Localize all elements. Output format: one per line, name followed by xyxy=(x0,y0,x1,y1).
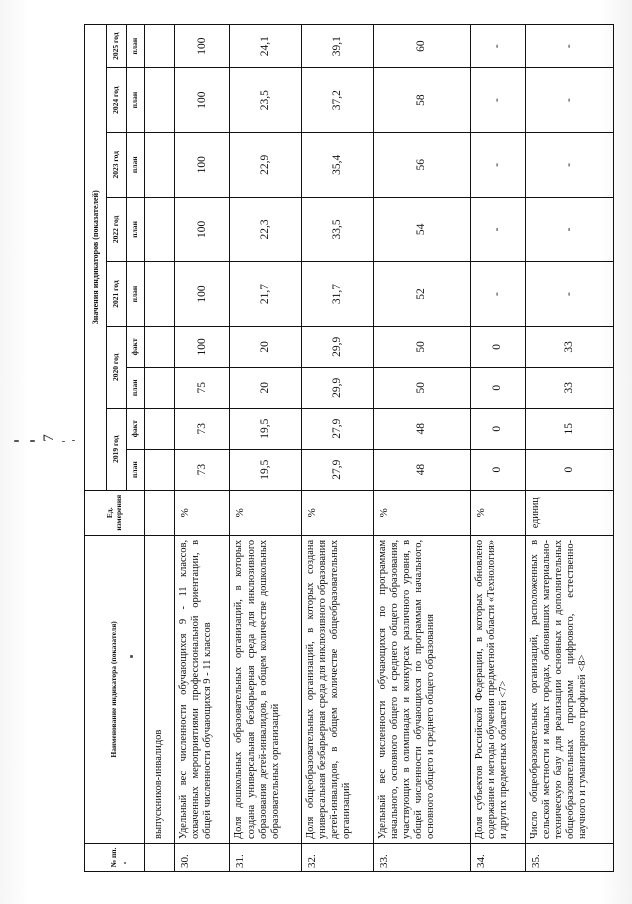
header-year: 2023 год xyxy=(107,132,127,197)
row-name: Доля общеобразовательных организаций, в которых создана универсальная безбарьерная среда для инклюзивного образования детей-инвалидов, в общем количестве общеобразовательных организаций xyxy=(302,535,374,843)
value-cell: 20 xyxy=(230,367,302,408)
value-cell: 50 xyxy=(373,326,470,367)
row-unit: % xyxy=(230,490,302,535)
header-year: 2025 год xyxy=(107,25,127,68)
value-cell: 73 xyxy=(175,408,230,449)
value-cell: 33,5 xyxy=(302,197,374,262)
value-cell: 0 xyxy=(470,326,525,367)
row-unit: % xyxy=(302,490,374,535)
value-cell: 100 xyxy=(175,326,230,367)
value-cell: 23,5 xyxy=(230,68,302,133)
header-year: 2021 год xyxy=(107,262,127,327)
value-cell: 22,3 xyxy=(230,197,302,262)
row-unit: % xyxy=(470,490,525,535)
indicators-table xyxy=(84,24,614,872)
value-cell: 52 xyxy=(373,262,470,327)
row-name: Доля дошкольных образовательных организаций, в которых создана универсальная безбарьерная среда для инклюзивного образования детей-инвалидов, в общем количестве дошкольных образовательных организаций xyxy=(230,535,302,843)
value-cell: - xyxy=(526,68,614,133)
table-row xyxy=(302,25,374,872)
header-year: 2024 год xyxy=(107,68,127,133)
value-cell: 50 xyxy=(373,367,470,408)
value-cell: 24,1 xyxy=(230,25,302,68)
value-cell: 37,2 xyxy=(302,68,374,133)
header-unit: Ед. измерения xyxy=(85,490,145,535)
value-cell: 75 xyxy=(175,367,230,408)
row-name: Число общеобразовательных организаций, расположенных в сельской местности и малых городах, обновивших материально-техническую базу для реализации основных и дополнительных общеобразовательных программ цифрового, естественно-научного и гуманитарного профилей <8> xyxy=(526,535,614,843)
value-cell: 39,1 xyxy=(302,25,374,68)
table-row xyxy=(470,25,525,872)
value-cell: - xyxy=(526,132,614,197)
value-cell: 100 xyxy=(175,262,230,327)
table-row xyxy=(526,25,614,872)
rotated-table-wrapper xyxy=(84,24,614,872)
row-num: 33. xyxy=(373,844,470,872)
value-cell: 19,5 xyxy=(230,449,302,490)
value-cell: 60 xyxy=(373,25,470,68)
table-row xyxy=(230,25,302,872)
row-unit: % xyxy=(175,490,230,535)
continuation-text: выпускников-инвалидов xyxy=(145,535,175,843)
header-values-group: Значения индикаторов (показателей) xyxy=(85,25,107,491)
header-plan: план xyxy=(127,132,145,197)
value-cell: 54 xyxy=(373,197,470,262)
value-cell: - xyxy=(470,262,525,327)
row-num: 35. xyxy=(526,844,614,872)
row-unit: единиц xyxy=(526,490,614,535)
value-cell: 21,7 xyxy=(230,262,302,327)
value-cell: 0 xyxy=(470,449,525,490)
value-cell: 48 xyxy=(373,408,470,449)
value-cell: 20 xyxy=(230,326,302,367)
page-number: 7 xyxy=(41,434,57,442)
value-cell: 48 xyxy=(373,449,470,490)
row-num: 31. xyxy=(230,844,302,872)
table-row-continuation xyxy=(145,25,175,872)
scan-speck xyxy=(14,440,19,442)
header-year: 2020 год xyxy=(107,326,127,408)
header-plan: план xyxy=(127,68,145,133)
header-fact: факт xyxy=(127,408,145,449)
header-year: 2022 год xyxy=(107,197,127,262)
header-fact: факт xyxy=(127,326,145,367)
header-num: № пп. xyxy=(85,844,145,872)
header-plan: план xyxy=(127,449,145,490)
value-cell: 15 xyxy=(526,408,614,449)
row-name: Удельный вес численности обучающихся по программам начального, основного общего и среднего общего образования, участвующих в олимпиадах и конкурсах различного уровня, в общей численности обучающихся по программам начального, основного общего и среднего общего образования xyxy=(373,535,470,843)
value-cell: 19,5 xyxy=(230,408,302,449)
header-plan: план xyxy=(127,367,145,408)
value-cell: 58 xyxy=(373,68,470,133)
value-cell: - xyxy=(470,25,525,68)
header-year: 2019 год xyxy=(107,408,127,490)
row-num: 30. xyxy=(175,844,230,872)
value-cell: - xyxy=(526,25,614,68)
scan-speck xyxy=(30,440,35,442)
value-cell: 29,9 xyxy=(302,367,374,408)
value-cell: 100 xyxy=(175,197,230,262)
value-cell: - xyxy=(526,262,614,327)
header-plan: план xyxy=(127,262,145,327)
value-cell: - xyxy=(470,68,525,133)
value-cell: 73 xyxy=(175,449,230,490)
value-cell: 100 xyxy=(175,132,230,197)
header-plan: план xyxy=(127,197,145,262)
value-cell: 33 xyxy=(526,326,614,367)
row-num: 32. xyxy=(302,844,374,872)
header-name: Наименование индикатора (показателя) xyxy=(85,535,145,843)
value-cell: 27,9 xyxy=(302,449,374,490)
row-name: Удельный вес численности обучающихся 9 - 11 классов, охваченных мероприятиями профессиональной ориентации, в общей численности обучающихся 9 - 11 классов xyxy=(175,535,230,843)
row-name: Доля субъектов Российской Федерации, в которых обновлено содержание и методы обучения предметной области «Технология» и других предметных областей <7> xyxy=(470,535,525,843)
value-cell: 22,9 xyxy=(230,132,302,197)
scan-speck xyxy=(62,441,65,442)
value-cell: 0 xyxy=(470,367,525,408)
value-cell: - xyxy=(526,197,614,262)
value-cell: 0 xyxy=(470,408,525,449)
value-cell: 29,9 xyxy=(302,326,374,367)
value-cell: 100 xyxy=(175,25,230,68)
value-cell: 100 xyxy=(175,68,230,133)
value-cell: 31,7 xyxy=(302,262,374,327)
value-cell: 27,9 xyxy=(302,408,374,449)
value-cell: - xyxy=(470,197,525,262)
value-cell: - xyxy=(470,132,525,197)
row-unit: % xyxy=(373,490,470,535)
table-row xyxy=(373,25,470,872)
row-num: 34. xyxy=(470,844,525,872)
value-cell: 35,4 xyxy=(302,132,374,197)
value-cell: 0 xyxy=(526,449,614,490)
scan-speck xyxy=(72,440,75,441)
value-cell: 56 xyxy=(373,132,470,197)
value-cell: 33 xyxy=(526,367,614,408)
header-plan: план xyxy=(127,25,145,68)
table-row xyxy=(175,25,230,872)
